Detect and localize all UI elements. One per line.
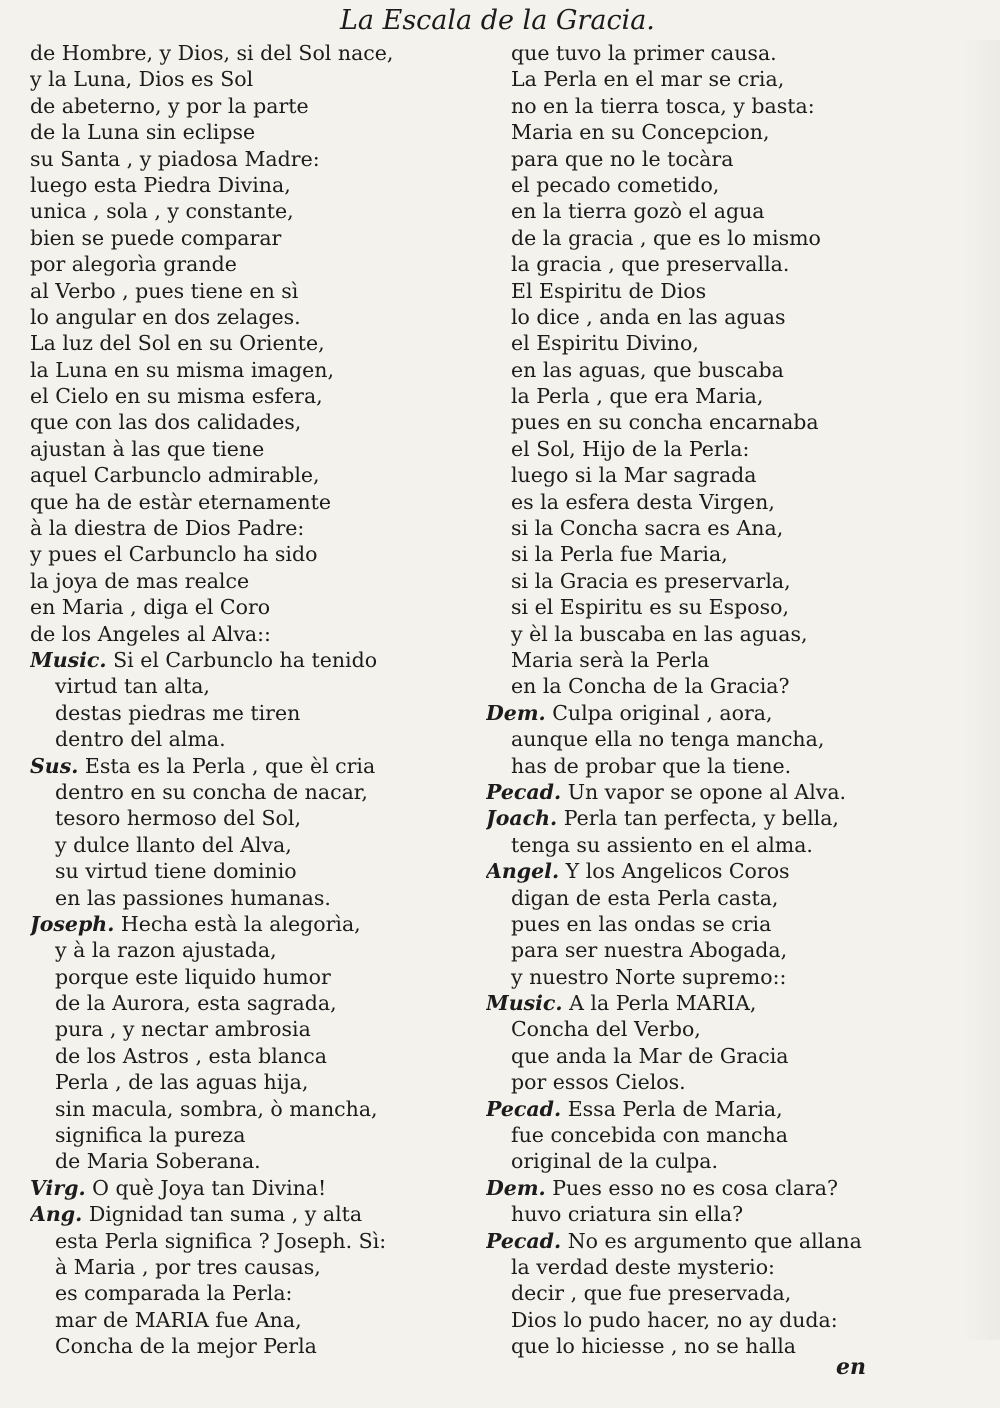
line-text: de la Aurora, esta sagrada, bbox=[55, 991, 337, 1016]
verse-line bbox=[486, 66, 956, 92]
verse-line bbox=[486, 964, 956, 990]
verse-line bbox=[30, 1333, 460, 1359]
verse-line bbox=[486, 409, 956, 435]
verse-line bbox=[30, 409, 460, 435]
line-text: en Maria , diga el Coro bbox=[30, 595, 271, 620]
verse-line bbox=[30, 198, 460, 224]
verse-line bbox=[30, 1069, 460, 1095]
verse-line bbox=[486, 198, 956, 224]
verse-line bbox=[486, 1096, 956, 1122]
line-text: que con las dos calidades, bbox=[30, 410, 302, 435]
line-text: A la Perla MARIA, bbox=[569, 991, 757, 1016]
running-head: La Escala de la Gracia. bbox=[340, 5, 655, 36]
verse-line bbox=[486, 1254, 956, 1280]
line-text: la gracia , que preservalla. bbox=[511, 252, 790, 277]
line-text: si el Espiritu es su Esposo, bbox=[511, 595, 790, 620]
verse-line bbox=[486, 647, 956, 673]
line-text: Perla tan perfecta, y bella, bbox=[563, 806, 839, 831]
verse-line bbox=[30, 726, 460, 752]
verse-line bbox=[30, 172, 460, 198]
verse-line bbox=[30, 594, 460, 620]
verse-line bbox=[30, 1148, 460, 1174]
speaker-label: Music. bbox=[30, 647, 107, 672]
verse-line bbox=[486, 594, 956, 620]
line-text: dentro del alma. bbox=[55, 727, 226, 752]
line-text: para que no le tocàra bbox=[511, 146, 734, 171]
line-text: que anda la Mar de Gracia bbox=[511, 1043, 789, 1068]
line-text: La Perla en el mar se cria, bbox=[511, 67, 785, 92]
line-text: mar de MARIA fue Ana, bbox=[55, 1307, 302, 1332]
line-text: luego si la Mar sagrada bbox=[511, 463, 757, 488]
verse-line bbox=[486, 436, 956, 462]
line-text: su Santa , y piadosa Madre: bbox=[30, 146, 320, 171]
verse-line bbox=[486, 515, 956, 541]
verse-line bbox=[30, 621, 460, 647]
speaker-label: Pecad. bbox=[486, 1096, 562, 1121]
verse-line bbox=[486, 621, 956, 647]
line-text: el Espiritu Divino, bbox=[511, 331, 699, 356]
verse-line bbox=[486, 40, 956, 66]
verse-line bbox=[486, 1201, 956, 1227]
page-edge-shadow bbox=[960, 40, 1000, 1340]
verse-line bbox=[486, 700, 956, 726]
line-text: Perla , de las aguas hija, bbox=[55, 1070, 309, 1095]
verse-line bbox=[486, 1307, 956, 1333]
line-text: en la tierra gozò el agua bbox=[511, 199, 765, 224]
verse-line bbox=[30, 1043, 460, 1069]
line-text: fue concebida con mancha bbox=[511, 1123, 788, 1148]
line-text: bien se puede comparar bbox=[30, 225, 282, 250]
verse-line bbox=[486, 911, 956, 937]
line-text: en la Concha de la Gracia? bbox=[511, 674, 790, 699]
verse-line bbox=[30, 436, 460, 462]
speaker-label: Ang. bbox=[30, 1202, 83, 1227]
speaker-label: Dem. bbox=[486, 1175, 546, 1200]
verse-line bbox=[486, 93, 956, 119]
line-text: y la Luna, Dios es Sol bbox=[30, 67, 254, 92]
verse-line bbox=[486, 885, 956, 911]
line-text: sin macula, sombra, ò mancha, bbox=[55, 1096, 378, 1121]
verse-line bbox=[30, 1096, 460, 1122]
line-text: significa la pureza bbox=[55, 1123, 246, 1148]
line-text: huvo criatura sin ella? bbox=[511, 1202, 744, 1227]
verse-line bbox=[30, 93, 460, 119]
line-text: à la diestra de Dios Padre: bbox=[30, 516, 305, 541]
line-text: la verdad deste mysterio: bbox=[511, 1254, 775, 1279]
line-text: Maria en su Concepcion, bbox=[511, 120, 770, 145]
line-text: en las passiones humanas. bbox=[55, 885, 331, 910]
verse-line bbox=[486, 779, 956, 805]
verse-line bbox=[486, 1228, 956, 1254]
verse-line bbox=[486, 990, 956, 1016]
verse-line bbox=[486, 119, 956, 145]
speaker-label: Sus. bbox=[30, 753, 79, 778]
verse-line bbox=[30, 700, 460, 726]
verse-line bbox=[30, 541, 460, 567]
line-text: de los Astros , esta blanca bbox=[55, 1043, 327, 1068]
verse-line bbox=[30, 66, 460, 92]
verse-line bbox=[486, 1175, 956, 1201]
verse-line bbox=[30, 1280, 460, 1306]
line-text: Concha de la mejor Perla bbox=[55, 1334, 317, 1359]
line-text: si la Gracia es preservarla, bbox=[511, 568, 791, 593]
verse-line bbox=[486, 937, 956, 963]
line-text: que ha de estàr eternamente bbox=[30, 489, 331, 514]
line-text: tesoro hermoso del Sol, bbox=[55, 806, 301, 831]
speaker-label: Music. bbox=[486, 991, 563, 1016]
speaker-label: Dem. bbox=[486, 700, 546, 725]
verse-line bbox=[30, 1122, 460, 1148]
line-text: Maria serà la Perla bbox=[511, 647, 710, 672]
verse-line bbox=[30, 858, 460, 884]
line-text: ajustan à las que tiene bbox=[30, 436, 265, 461]
verse-line bbox=[30, 40, 460, 66]
line-text: aquel Carbunclo admirable, bbox=[30, 463, 320, 488]
line-text: la Perla , que era Maria, bbox=[511, 384, 764, 409]
verse-line bbox=[30, 990, 460, 1016]
verse-line bbox=[486, 225, 956, 251]
line-text: unica , sola , y constante, bbox=[30, 199, 294, 224]
line-text: digan de esta Perla casta, bbox=[511, 885, 779, 910]
verse-line bbox=[30, 1228, 460, 1254]
verse-line bbox=[486, 304, 956, 330]
verse-line bbox=[30, 805, 460, 831]
verse-line bbox=[486, 1333, 956, 1359]
line-text: Y los Angelicos Coros bbox=[565, 859, 790, 884]
verse-line bbox=[30, 1201, 460, 1227]
line-text: y nuestro Norte supremo:: bbox=[511, 964, 787, 989]
verse-line bbox=[486, 568, 956, 594]
line-text: pura , y nectar ambrosia bbox=[55, 1017, 311, 1042]
speaker-label: Joach. bbox=[486, 806, 558, 831]
verse-line bbox=[30, 462, 460, 488]
verse-line bbox=[486, 805, 956, 831]
speaker-label: Pecad. bbox=[486, 779, 562, 804]
verse-line bbox=[30, 357, 460, 383]
line-text: El Espiritu de Dios bbox=[511, 278, 707, 303]
verse-line bbox=[486, 1069, 956, 1095]
line-text: el pecado cometido, bbox=[511, 172, 720, 197]
line-text: de la Luna sin eclipse bbox=[30, 120, 256, 145]
line-text: de Hombre, y Dios, si del Sol nace, bbox=[30, 41, 394, 65]
line-text: Essa Perla de Maria, bbox=[567, 1096, 783, 1121]
verse-line bbox=[30, 779, 460, 805]
line-text: aunque ella no tenga mancha, bbox=[511, 727, 825, 752]
line-text: dentro en su concha de nacar, bbox=[55, 779, 368, 804]
line-text: por alegorìa grande bbox=[30, 252, 237, 277]
verse-line bbox=[30, 304, 460, 330]
verse-line bbox=[30, 568, 460, 594]
line-text: el Sol, Hijo de la Perla: bbox=[511, 436, 750, 461]
line-text: es comparada la Perla: bbox=[55, 1281, 293, 1306]
verse-line bbox=[30, 278, 460, 304]
verse-line bbox=[486, 357, 956, 383]
verse-line bbox=[486, 832, 956, 858]
line-text: que lo hiciesse , no se halla bbox=[511, 1334, 797, 1359]
line-text: Dios lo pudo hacer, no ay duda: bbox=[511, 1307, 838, 1332]
line-text: por essos Cielos. bbox=[511, 1070, 686, 1095]
line-text: Concha del Verbo, bbox=[511, 1017, 701, 1042]
verse-line bbox=[30, 911, 460, 937]
line-text: pues en su concha encarnaba bbox=[511, 410, 819, 435]
verse-line bbox=[486, 673, 956, 699]
line-text: lo angular en dos zelages. bbox=[30, 304, 301, 329]
verse-line bbox=[30, 330, 460, 356]
line-text: lo dice , anda en las aguas bbox=[511, 304, 786, 329]
line-text: si la Perla fue Maria, bbox=[511, 542, 728, 567]
verse-line bbox=[486, 1043, 956, 1069]
line-text: pues en las ondas se cria bbox=[511, 911, 772, 936]
speaker-label: Virg. bbox=[30, 1175, 86, 1200]
line-text: tenga su assiento en el alma. bbox=[511, 832, 813, 857]
verse-line bbox=[486, 462, 956, 488]
line-text: Culpa original , aora, bbox=[552, 700, 773, 725]
speaker-label: Angel. bbox=[486, 859, 560, 884]
verse-line bbox=[30, 753, 460, 779]
verse-line bbox=[30, 225, 460, 251]
verse-line bbox=[30, 383, 460, 409]
line-text: de Maria Soberana. bbox=[55, 1149, 261, 1174]
line-text: para ser nuestra Abogada, bbox=[511, 938, 788, 963]
verse-line bbox=[30, 885, 460, 911]
verse-line bbox=[30, 937, 460, 963]
line-text: y à la razon ajustada, bbox=[55, 938, 277, 963]
verse-line bbox=[30, 515, 460, 541]
verse-line bbox=[486, 541, 956, 567]
line-text: y dulce llanto del Alva, bbox=[55, 832, 292, 857]
verse-line bbox=[486, 1016, 956, 1042]
line-text: Hecha està la alegorìa, bbox=[120, 911, 361, 936]
verse-line bbox=[30, 1175, 460, 1201]
verse-line bbox=[486, 330, 956, 356]
verse-line bbox=[486, 146, 956, 172]
verse-line bbox=[486, 858, 956, 884]
verse-line bbox=[30, 146, 460, 172]
line-text: à Maria , por tres causas, bbox=[55, 1254, 321, 1279]
line-text: al Verbo , pues tiene en sì bbox=[30, 278, 299, 303]
line-text: es la esfera desta Virgen, bbox=[511, 489, 775, 514]
line-text: porque este liquido humor bbox=[55, 964, 331, 989]
line-text: La luz del Sol en su Oriente, bbox=[30, 331, 325, 356]
verse-line bbox=[30, 251, 460, 277]
right-column bbox=[486, 40, 956, 1360]
left-column bbox=[30, 40, 460, 1360]
catchword: en bbox=[836, 1354, 866, 1380]
verse-line bbox=[30, 832, 460, 858]
line-text: no en la tierra tosca, y basta: bbox=[511, 93, 815, 118]
line-text: que tuvo la primer causa. bbox=[511, 41, 777, 65]
line-text: en las aguas, que buscaba bbox=[511, 357, 784, 382]
line-text: y pues el Carbunclo ha sido bbox=[30, 542, 318, 567]
line-text: su virtud tiene dominio bbox=[55, 859, 297, 884]
verse-line bbox=[30, 673, 460, 699]
line-text: Si el Carbunclo ha tenido bbox=[113, 647, 378, 672]
verse-line bbox=[30, 964, 460, 990]
line-text: O què Joya tan Divina! bbox=[92, 1175, 327, 1200]
verse-line bbox=[30, 1307, 460, 1333]
line-text: No es argumento que allana bbox=[567, 1228, 862, 1253]
line-text: Dignidad tan suma , y alta bbox=[88, 1202, 363, 1227]
line-text: la joya de mas realce bbox=[30, 568, 250, 593]
verse-line bbox=[486, 172, 956, 198]
verse-line bbox=[486, 726, 956, 752]
line-text: decir , que fue preservada, bbox=[511, 1281, 792, 1306]
line-text: original de la culpa. bbox=[511, 1149, 719, 1174]
line-text: luego esta Piedra Divina, bbox=[30, 172, 291, 197]
verse-line bbox=[30, 1254, 460, 1280]
line-text: y èl la buscaba en las aguas, bbox=[511, 621, 808, 646]
line-text: has de probar que la tiene. bbox=[511, 753, 792, 778]
line-text: de la gracia , que es lo mismo bbox=[511, 225, 821, 250]
line-text: el Cielo en su misma esfera, bbox=[30, 384, 323, 409]
verse-line bbox=[30, 1016, 460, 1042]
verse-line bbox=[486, 1280, 956, 1306]
line-text: de los Angeles al Alva:: bbox=[30, 621, 271, 646]
verse-line bbox=[486, 753, 956, 779]
verse-line bbox=[30, 489, 460, 515]
line-text: esta Perla significa ? Joseph. Sì: bbox=[55, 1228, 387, 1253]
line-text: de abeterno, y por la parte bbox=[30, 93, 309, 118]
line-text: Un vapor se opone al Alva. bbox=[567, 779, 847, 804]
line-text: Esta es la Perla , que èl cria bbox=[84, 753, 376, 778]
speaker-label: Joseph. bbox=[30, 911, 115, 936]
verse-line bbox=[486, 251, 956, 277]
verse-line bbox=[486, 278, 956, 304]
line-text: virtud tan alta, bbox=[55, 674, 210, 699]
verse-line bbox=[30, 647, 460, 673]
verse-line bbox=[486, 1122, 956, 1148]
line-text: Pues esso no es cosa clara? bbox=[552, 1175, 838, 1200]
verse-line bbox=[30, 119, 460, 145]
verse-line bbox=[486, 1148, 956, 1174]
line-text: si la Concha sacra es Ana, bbox=[511, 516, 784, 541]
verse-line bbox=[486, 383, 956, 409]
verse-line bbox=[486, 489, 956, 515]
speaker-label: Pecad. bbox=[486, 1228, 562, 1253]
line-text: destas piedras me tiren bbox=[55, 700, 301, 725]
line-text: la Luna en su misma imagen, bbox=[30, 357, 335, 382]
